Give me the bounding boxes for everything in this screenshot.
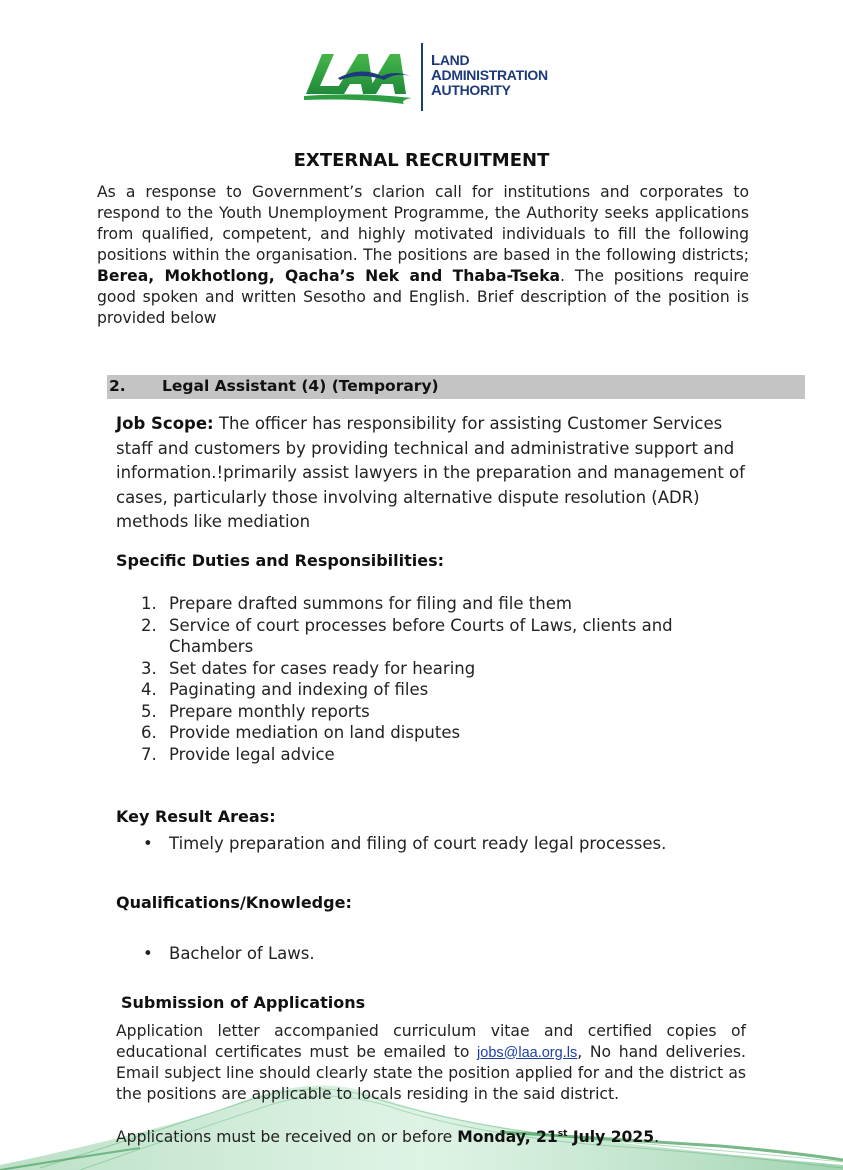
laa-logo-mark-icon bbox=[300, 46, 415, 104]
deadline-date: Monday, 21st July 2025 bbox=[457, 1128, 655, 1147]
list-item: 5. Prepare monthly reports bbox=[141, 701, 370, 721]
page-title: EXTERNAL RECRUITMENT bbox=[293, 150, 550, 171]
job-scope-label: Job Scope: bbox=[116, 414, 214, 433]
list-item: 1. Prepare drafted summons for filing and file them bbox=[141, 594, 572, 613]
districts: Berea, Mokhotlong, Qacha’s Nek and Thaba-Tseka bbox=[97, 267, 561, 285]
key-results-list bbox=[141, 833, 741, 854]
email-link[interactable]: jobs@laa.org.ls bbox=[477, 1044, 578, 1061]
qualifications-heading: Qualifications/Knowledge: bbox=[116, 893, 352, 912]
duties-heading: Specific Duties and Responsibilities: bbox=[116, 551, 445, 570]
submission-paragraph: Application letter accompanied curriculum vitae and certified copies of educational certificates must be emailed to jobs@laa.org.ls, No hand deliveries. Email subject line should clearly state the position applied for and the district as the positions are applicable to locals residing in the said district. bbox=[116, 1022, 746, 1103]
list-item: • Timely preparation and filing of court ready legal processes. bbox=[141, 833, 741, 854]
duties-list bbox=[141, 593, 741, 765]
list-item: 6. Provide mediation on land disputes bbox=[141, 723, 461, 742]
submission-heading: Submission of Applications bbox=[121, 993, 366, 1012]
laa-logo bbox=[300, 40, 550, 115]
position-header-bar bbox=[107, 375, 805, 399]
logo-divider bbox=[421, 43, 423, 111]
org-name: LAND ADMINISTRATION AUTHORITY bbox=[431, 52, 548, 99]
qualifications-list bbox=[141, 943, 741, 964]
list-item: 7. Provide legal advice bbox=[141, 744, 335, 764]
deadline-line: Applications must be received on or before Monday, 21st July 2025. bbox=[116, 1128, 660, 1147]
list-item: 4. Paginating and indexing of files bbox=[141, 680, 429, 699]
job-scope: Job Scope: The officer has responsibility for assisting Customer Services staff and customers by providing technical and administrative support and information.!primarily assist lawyers in the preparation and management of cases, particularly those involving alternative dispute resolution (ADR) methods like mediation bbox=[116, 414, 745, 531]
position-title: Legal Assistant (4) (Temporary) bbox=[162, 377, 439, 395]
position-number: 2. bbox=[109, 377, 126, 395]
list-item: 2. Service of court processes before Courts of Laws, clients and Chambers bbox=[141, 615, 673, 656]
intro-paragraph: As a response to Government’s clarion call for institutions and corporates to respond to the Youth Unemployment Programme, the Authority seeks applications from qualified, competent, and highly motivated individuals to fill the following positions within the organisation. The positions are based in the following districts; Berea, Mokhotlong, Qacha’s Nek and Thaba-Tseka. The positions require good spoken and written Sesotho and English. Brief description of the position is provided below bbox=[97, 183, 749, 327]
key-results-heading: Key Result Areas: bbox=[116, 807, 276, 826]
list-item: • Bachelor of Laws. bbox=[141, 943, 741, 964]
list-item: 3. Set dates for cases ready for hearing bbox=[141, 658, 476, 678]
